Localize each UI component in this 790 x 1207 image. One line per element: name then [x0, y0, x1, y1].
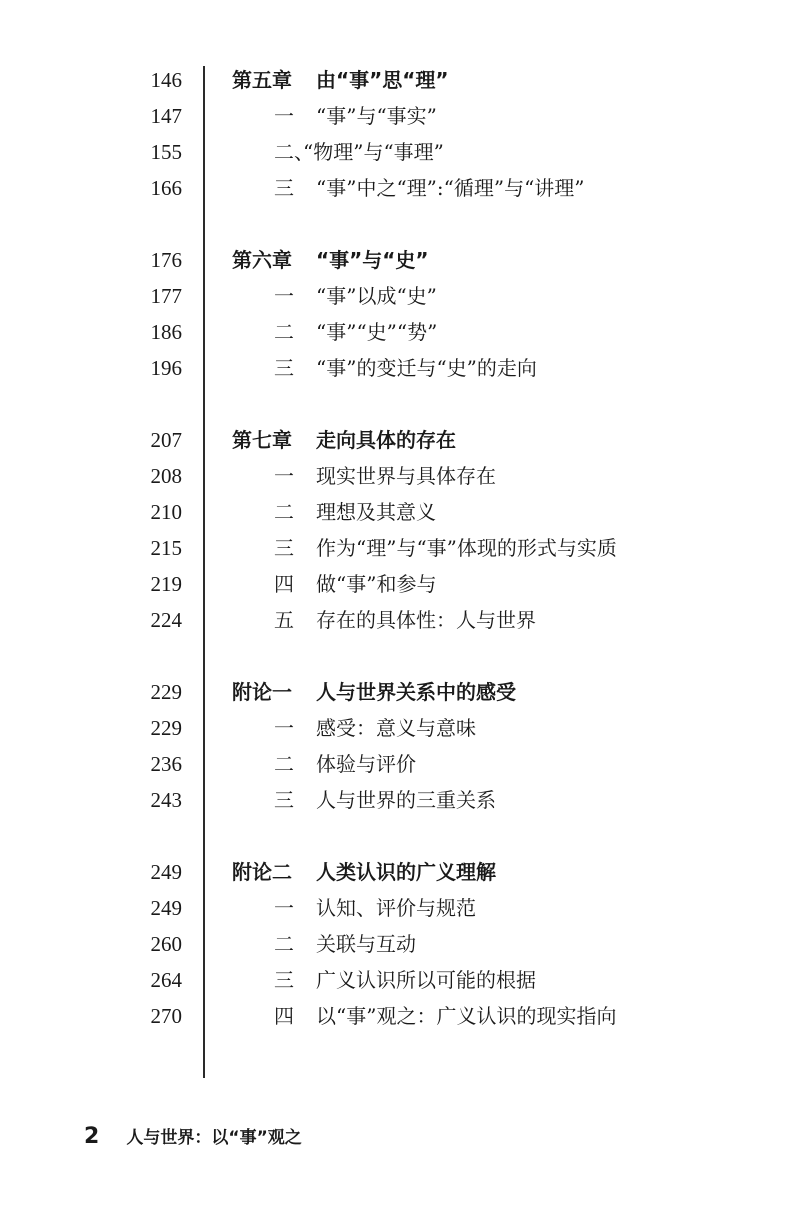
chapter-label: 附论一 — [232, 680, 292, 704]
section-page-number: 177 — [150, 284, 182, 308]
toc-section-entry[interactable] — [0, 962, 790, 998]
chapter-page-number: 229 — [150, 680, 182, 704]
folio-number: 2 — [84, 1124, 100, 1149]
section-number: 二、 — [274, 140, 314, 164]
section-title: 现实世界与具体存在 — [316, 464, 496, 488]
section-title: “物理”与“事理” — [303, 140, 444, 164]
section-number: 二 — [274, 320, 294, 344]
running-head: 人与世界：以“事”观之 — [126, 1128, 302, 1148]
chapter-title: 人类认识的广义理解 — [316, 860, 496, 884]
section-title: “事”“史”“势” — [316, 320, 438, 344]
section-page-number: 224 — [150, 608, 182, 632]
section-page-number: 147 — [150, 104, 182, 128]
section-title: 存在的具体性：人与世界 — [316, 608, 536, 632]
section-number: 四 — [274, 572, 294, 596]
section-page-number: 215 — [150, 536, 182, 560]
toc-chapter-entry[interactable] — [0, 674, 790, 710]
spacer — [0, 206, 790, 242]
toc-section-entry[interactable] — [0, 602, 790, 638]
section-number: 三 — [274, 176, 294, 200]
section-title: 广义认识所以可能的根据 — [316, 968, 536, 992]
chapter-label: 附论二 — [232, 860, 292, 884]
section-page-number: 155 — [150, 140, 182, 164]
section-title: 体验与评价 — [316, 752, 416, 776]
section-number: 三 — [274, 788, 294, 812]
section-title: 认知、评价与规范 — [316, 896, 476, 920]
section-title: 人与世界的三重关系 — [316, 788, 496, 812]
section-number: 三 — [274, 536, 294, 560]
section-title: 做“事”和参与 — [316, 572, 437, 596]
section-page-number: 236 — [150, 752, 182, 776]
toc-section-entry[interactable] — [0, 998, 790, 1034]
section-title: “事”中之“理”:“循理”与“讲理” — [316, 176, 585, 200]
chapter-page-number: 207 — [150, 428, 182, 452]
section-title: 理想及其意义 — [316, 500, 436, 524]
chapter-title: “事”与“史” — [316, 248, 429, 272]
section-title: “事”与“事实” — [316, 104, 437, 128]
section-number: 二 — [274, 932, 294, 956]
toc-chapter-entry[interactable] — [0, 854, 790, 890]
section-number: 五 — [274, 608, 294, 632]
section-number: 一 — [274, 716, 294, 740]
section-number: 二 — [274, 500, 294, 524]
section-number: 一 — [274, 896, 294, 920]
section-page-number: 196 — [150, 356, 182, 380]
toc-section-entry[interactable] — [0, 530, 790, 566]
chapter-page-number: 146 — [150, 68, 182, 92]
section-page-number: 229 — [150, 716, 182, 740]
toc-chapter-entry[interactable] — [0, 62, 790, 98]
section-title: 感受：意义与意味 — [316, 716, 476, 740]
section-page-number: 208 — [150, 464, 182, 488]
section-title: 关联与互动 — [316, 932, 416, 956]
section-page-number: 186 — [150, 320, 182, 344]
toc-chapter-entry[interactable] — [0, 242, 790, 278]
toc-section-entry[interactable] — [0, 134, 790, 170]
chapter-label: 第七章 — [232, 428, 292, 452]
section-number: 一 — [274, 284, 294, 308]
toc-section-entry[interactable] — [0, 314, 790, 350]
section-page-number: 249 — [150, 896, 182, 920]
toc-chapter-entry[interactable] — [0, 422, 790, 458]
toc-section-entry[interactable] — [0, 350, 790, 386]
section-page-number: 219 — [150, 572, 182, 596]
toc-section-entry[interactable] — [0, 566, 790, 602]
chapter-title: 由“事”思“理” — [316, 68, 449, 92]
table-of-contents — [0, 62, 790, 1034]
section-page-number: 210 — [150, 500, 182, 524]
section-number: 三 — [274, 968, 294, 992]
section-page-number: 270 — [150, 1004, 182, 1028]
toc-section-entry[interactable] — [0, 890, 790, 926]
toc-section-entry[interactable] — [0, 926, 790, 962]
section-page-number: 264 — [150, 968, 182, 992]
page-footer — [84, 1122, 302, 1152]
toc-section-entry[interactable] — [0, 494, 790, 530]
section-title: “事”以成“史” — [316, 284, 437, 308]
chapter-page-number: 249 — [150, 860, 182, 884]
section-page-number: 260 — [150, 932, 182, 956]
chapter-label: 第五章 — [232, 68, 292, 92]
section-number: 一 — [274, 104, 294, 128]
spacer — [0, 818, 790, 854]
toc-section-entry[interactable] — [0, 746, 790, 782]
section-number: 三 — [274, 356, 294, 380]
section-title: 作为“理”与“事”体现的形式与实质 — [316, 536, 617, 560]
section-title: 以“事”观之：广义认识的现实指向 — [316, 1004, 617, 1028]
section-page-number: 243 — [150, 788, 182, 812]
toc-section-entry[interactable] — [0, 782, 790, 818]
chapter-title: 走向具体的存在 — [316, 428, 456, 452]
section-title: “事”的变迁与“史”的走向 — [316, 356, 537, 380]
toc-section-entry[interactable] — [0, 458, 790, 494]
chapter-page-number: 176 — [150, 248, 182, 272]
section-number: 四 — [274, 1004, 294, 1028]
spacer — [0, 386, 790, 422]
spacer — [0, 638, 790, 674]
section-number: 一 — [274, 464, 294, 488]
toc-section-entry[interactable] — [0, 710, 790, 746]
toc-section-entry[interactable] — [0, 278, 790, 314]
toc-section-entry[interactable] — [0, 98, 790, 134]
chapter-title: 人与世界关系中的感受 — [316, 680, 516, 704]
section-page-number: 166 — [150, 176, 182, 200]
chapter-label: 第六章 — [232, 248, 292, 272]
toc-section-entry[interactable] — [0, 170, 790, 206]
section-number: 二 — [274, 752, 294, 776]
